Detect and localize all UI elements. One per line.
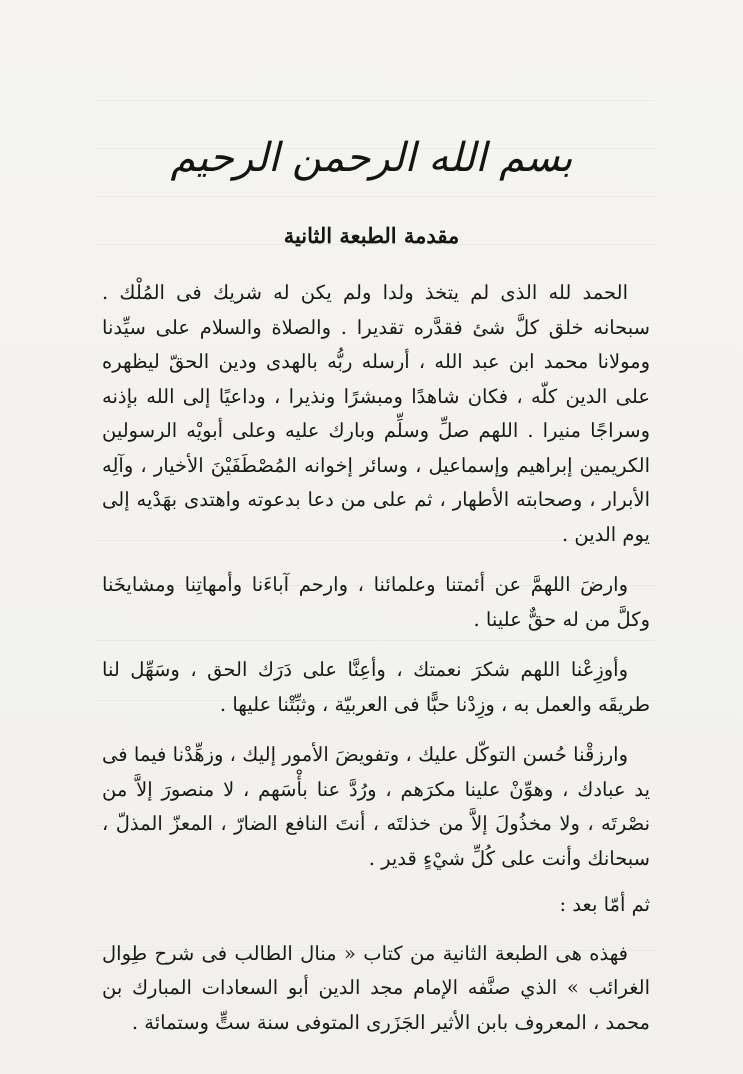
document-body	[102, 276, 650, 1056]
page-title: مقدمة الطبعة الثانية	[283, 223, 460, 248]
transition-phrase: ثم أمّا بعد :	[559, 893, 650, 916]
paragraph-trust: وارزقْنا حُسن التوكّل عليك ، وتفويضَ الأمور إليك ، وزهِّدْنا فيما فى يد عبادك ، وهوِّنْ علينا مكرَهم ، ورُدَّ عنا بأْسَهم ، لا منصورَ إلاَّ من نصْرتَه ، ولا مخذُولَ إلاَّ من خذلتَه ، أنتَ النافع الضارّ ، المعزّ المذلّ ، سبحانك وأنت على كُلِّ شيْءٍ قدير .	[102, 743, 650, 870]
paragraph-praise: الحمد لله الذى لم يتخذ ولدا ولم يكن له شريك فى المُلْك . سبحانه خلق كلَّ شئ فقدَّره تقديرا . والصلاة والسلام على سيِّدنا ومولانا محمد ابن عبد الله ، أرسله ربُّه بالهدى ودين الحقّ ليظهره على الدين كلّه ، فكان شاهدًا ومبشرًا ونذيرا ، وداعيًا إلى الله بإذنه وسراجًا منيرا . اللهم صلِّ وسلِّم وبارك عليه وعلى أبويْه الرسولين الكريمين إبراهيم وإسماعيل ، وسائر إخوانه المُصْطَفَيْنَ الأخيار ، وآلِه الأبرار ، وصحابته الأطهار ، ثم على من دعا بدعوته واهتدى بهَدْيه إلى يوم الدين .	[102, 281, 650, 546]
paragraph-gratitude: وأوزِعْنا اللهم شكرَ نعمتك ، وأعِنَّا على دَرَك الحق ، وسَهِّل لنا طريقَه والعمل به ، وزِدْنا حبًّا فى العربيّة ، وثبِّتْنا عليها .	[102, 658, 650, 716]
paragraph-mercy: وارضَ اللهمَّ عن أئمتنا وعلمائنا ، وارحم آباءَنا وأمهاتِنا ومشايخَنا وكلَّ من له حقٌّ علينا .	[102, 573, 650, 631]
paragraph-book-intro: فهذه هى الطبعة الثانية من كتاب « منال الطالب فى شرح طِوال الغرائب » الذي صنَّفه الإمام مجد الدين أبو السعادات المبارك بن محمد ، المعروف بابن الأثير الجَزَرى المتوفى سنة ستٍّ وستمائة .	[102, 941, 650, 1034]
basmala-calligraphy: بسم الله الرحمن الرحيم	[170, 135, 573, 181]
